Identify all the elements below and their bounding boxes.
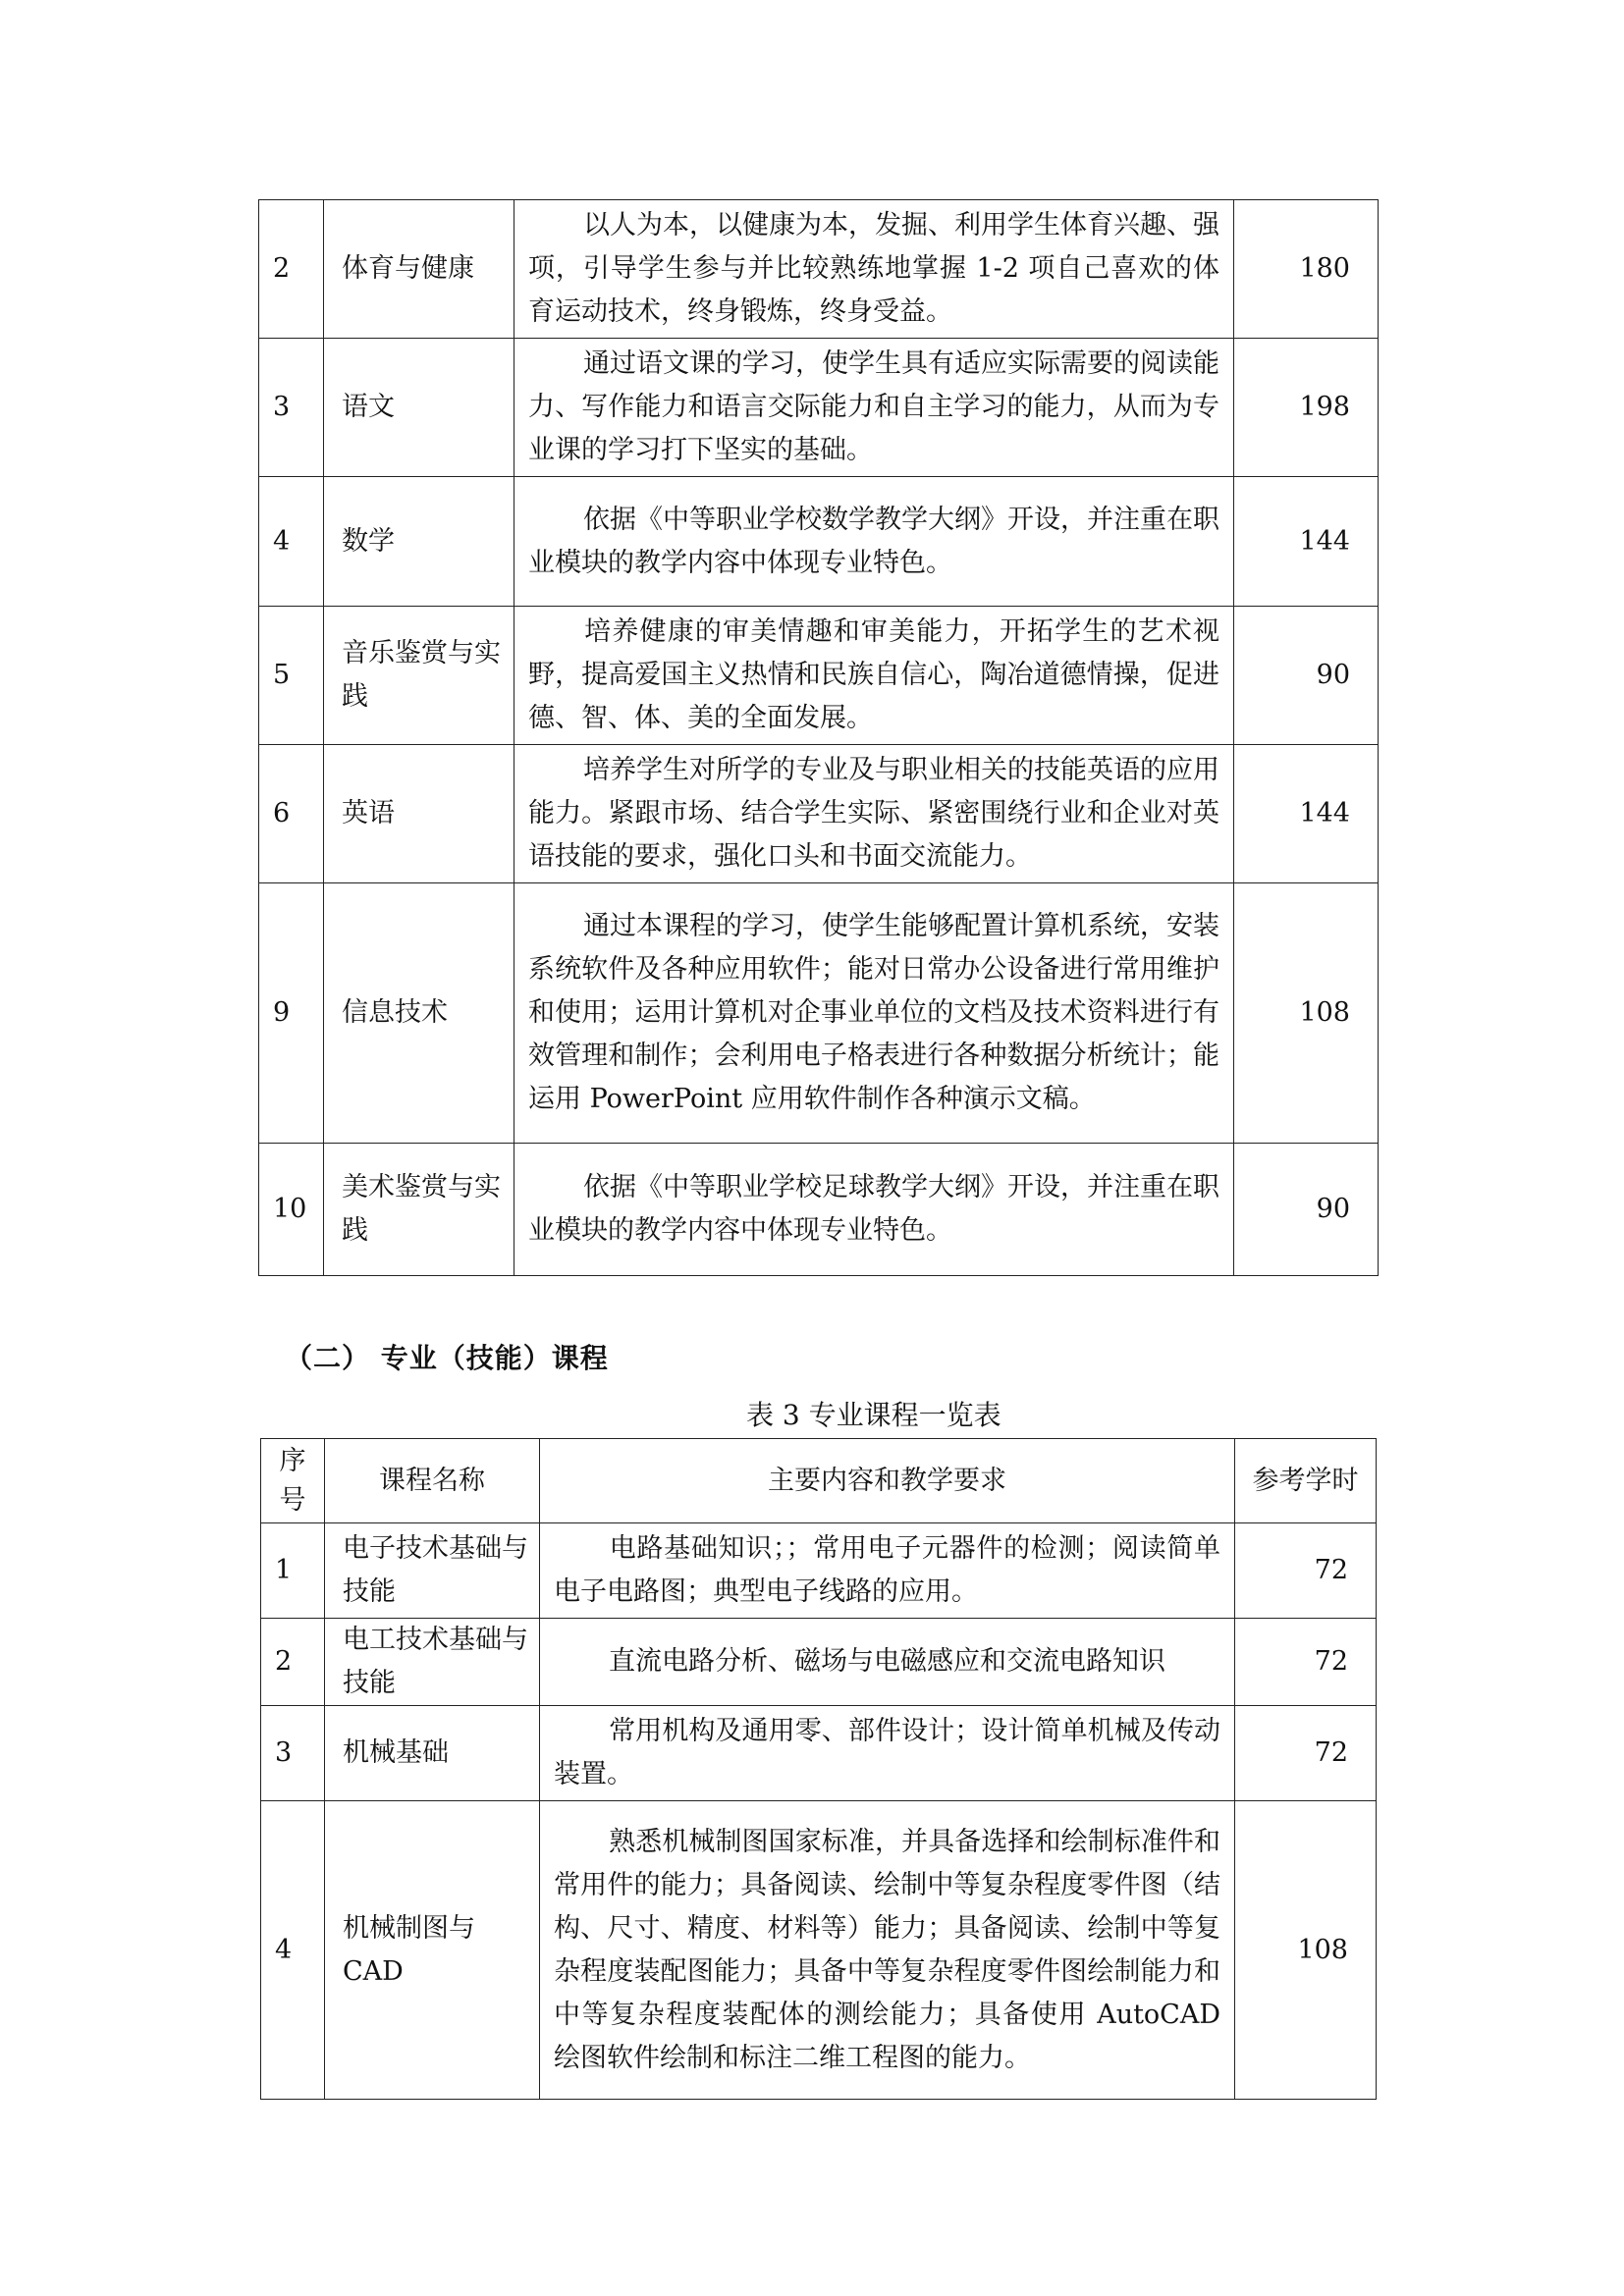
table-row xyxy=(259,477,1379,607)
table-row xyxy=(261,1706,1377,1801)
course-hours: 90 xyxy=(1234,607,1379,745)
course-name: 体育与健康 xyxy=(324,200,514,339)
course-name: 机械制图与CAD xyxy=(325,1801,540,2100)
table-row xyxy=(261,1801,1377,2100)
course-content-text: 培养健康的审美情趣和审美能力，开拓学生的艺术视野，提高爱国主义热情和民族自信心，陶冶道德情操，促进德、智、体、美的全面发展。 xyxy=(528,616,1219,733)
course-content xyxy=(514,883,1234,1144)
table-row xyxy=(259,200,1379,339)
course-content-text: 依据《中等职业学校足球教学大纲》开设，并注重在职业模块的教学内容中体现专业特色。 xyxy=(528,1172,1219,1246)
course-content xyxy=(540,1801,1235,2100)
course-name: 英语 xyxy=(324,745,514,883)
course-name: 数学 xyxy=(324,477,514,607)
course-content xyxy=(514,1144,1234,1276)
course-hours: 198 xyxy=(1234,339,1379,477)
row-number: 5 xyxy=(259,607,324,745)
course-name: 音乐鉴赏与实践 xyxy=(324,607,514,745)
table-row xyxy=(261,1619,1377,1706)
row-number: 2 xyxy=(261,1619,325,1706)
course-content xyxy=(514,200,1234,339)
course-content-text: 以人为本，以健康为本，发掘、利用学生体育兴趣、强项，引导学生参与并比较熟练地掌握 1-2 项自己喜欢的体育运动技术，终身锻炼，终身受益。 xyxy=(528,210,1219,327)
course-name: 信息技术 xyxy=(324,883,514,1144)
course-content-text: 直流电路分析、磁场与电磁感应和交流电路知识 xyxy=(609,1646,1165,1677)
course-content-text: 通过本课程的学习，使学生能够配置计算机系统，安装系统软件及各种应用软件；能对日常办公设备进行常用维护和使用；运用计算机对企事业单位的文档及技术资料进行有效管理和制作；会利用电子格表进行各种数据分析统计；能运用 PowerPoint 应用软件制作各种演示文稿。 xyxy=(528,911,1219,1114)
course-hours: 144 xyxy=(1234,745,1379,883)
course-hours: 108 xyxy=(1235,1801,1377,2100)
table-row xyxy=(259,745,1379,883)
course-content-text: 电路基础知识；；常用电子元器件的检测；阅读简单电子电路图；典型电子线路的应用。 xyxy=(554,1533,1220,1607)
row-number: 2 xyxy=(259,200,324,339)
row-number: 4 xyxy=(259,477,324,607)
course-content-text: 培养学生对所学的专业及与职业相关的技能英语的应用能力。紧跟市场、结合学生实际、紧密围绕行业和企业对英语技能的要求，强化口头和书面交流能力。 xyxy=(528,755,1219,872)
course-hours: 180 xyxy=(1234,200,1379,339)
table-row xyxy=(259,1144,1379,1276)
section-title: （二） 专业（技能）课程 xyxy=(285,1342,609,1374)
course-content-text: 熟悉机械制图国家标准，并具备选择和绘制标准件和常用件的能力；具备阅读、绘制中等复杂程度零件图（结构、尺寸、精度、材料等）能力；具备阅读、绘制中等复杂程度装配图能力；具备中等复杂程度零件图绘制能力和中等复杂程度装配体的测绘能力；具备使用 AutoCAD 绘图软件绘制和标注二维工程图的能力。 xyxy=(554,1826,1220,2073)
row-number: 10 xyxy=(259,1144,324,1276)
course-content xyxy=(540,1706,1235,1801)
course-name: 电子技术基础与技能 xyxy=(325,1523,540,1619)
header-content: 主要内容和教学要求 xyxy=(540,1439,1235,1523)
table-row xyxy=(259,339,1379,477)
course-hours: 72 xyxy=(1235,1619,1377,1706)
table-row xyxy=(259,883,1379,1144)
course-content-text: 常用机构及通用零、部件设计；设计简单机械及传动装置。 xyxy=(554,1716,1220,1789)
course-name: 美术鉴赏与实践 xyxy=(324,1144,514,1276)
course-content xyxy=(540,1523,1235,1619)
header-number: 序号 xyxy=(261,1439,325,1523)
header-hours: 参考学时 xyxy=(1235,1439,1377,1523)
row-number: 9 xyxy=(259,883,324,1144)
course-content xyxy=(514,607,1234,745)
course-hours: 90 xyxy=(1234,1144,1379,1276)
row-number: 4 xyxy=(261,1801,325,2100)
course-name: 电工技术基础与技能 xyxy=(325,1619,540,1706)
table-row xyxy=(261,1523,1377,1619)
course-content xyxy=(514,745,1234,883)
course-content xyxy=(540,1619,1235,1706)
course-hours: 72 xyxy=(1235,1523,1377,1619)
professional-courses-table xyxy=(260,1438,1377,2100)
course-content xyxy=(514,339,1234,477)
course-content-text: 通过语文课的学习，使学生具有适应实际需要的阅读能力、写作能力和语言交际能力和自主学习的能力，从而为专业课的学习打下坚实的基础。 xyxy=(528,348,1219,465)
course-hours: 144 xyxy=(1234,477,1379,607)
table-header-row xyxy=(261,1439,1377,1523)
course-hours: 72 xyxy=(1235,1706,1377,1801)
row-number: 3 xyxy=(259,339,324,477)
course-content xyxy=(514,477,1234,607)
header-course-name: 课程名称 xyxy=(325,1439,540,1523)
course-content-text: 依据《中等职业学校数学教学大纲》开设，并注重在职业模块的教学内容中体现专业特色。 xyxy=(528,504,1219,578)
row-number: 3 xyxy=(261,1706,325,1801)
general-courses-table xyxy=(258,199,1379,1276)
course-hours: 108 xyxy=(1234,883,1379,1144)
row-number: 6 xyxy=(259,745,324,883)
table-row xyxy=(259,607,1379,745)
row-number: 1 xyxy=(261,1523,325,1619)
course-name: 语文 xyxy=(324,339,514,477)
course-name: 机械基础 xyxy=(325,1706,540,1801)
table-caption: 表 3 专业课程一览表 xyxy=(746,1399,1001,1431)
